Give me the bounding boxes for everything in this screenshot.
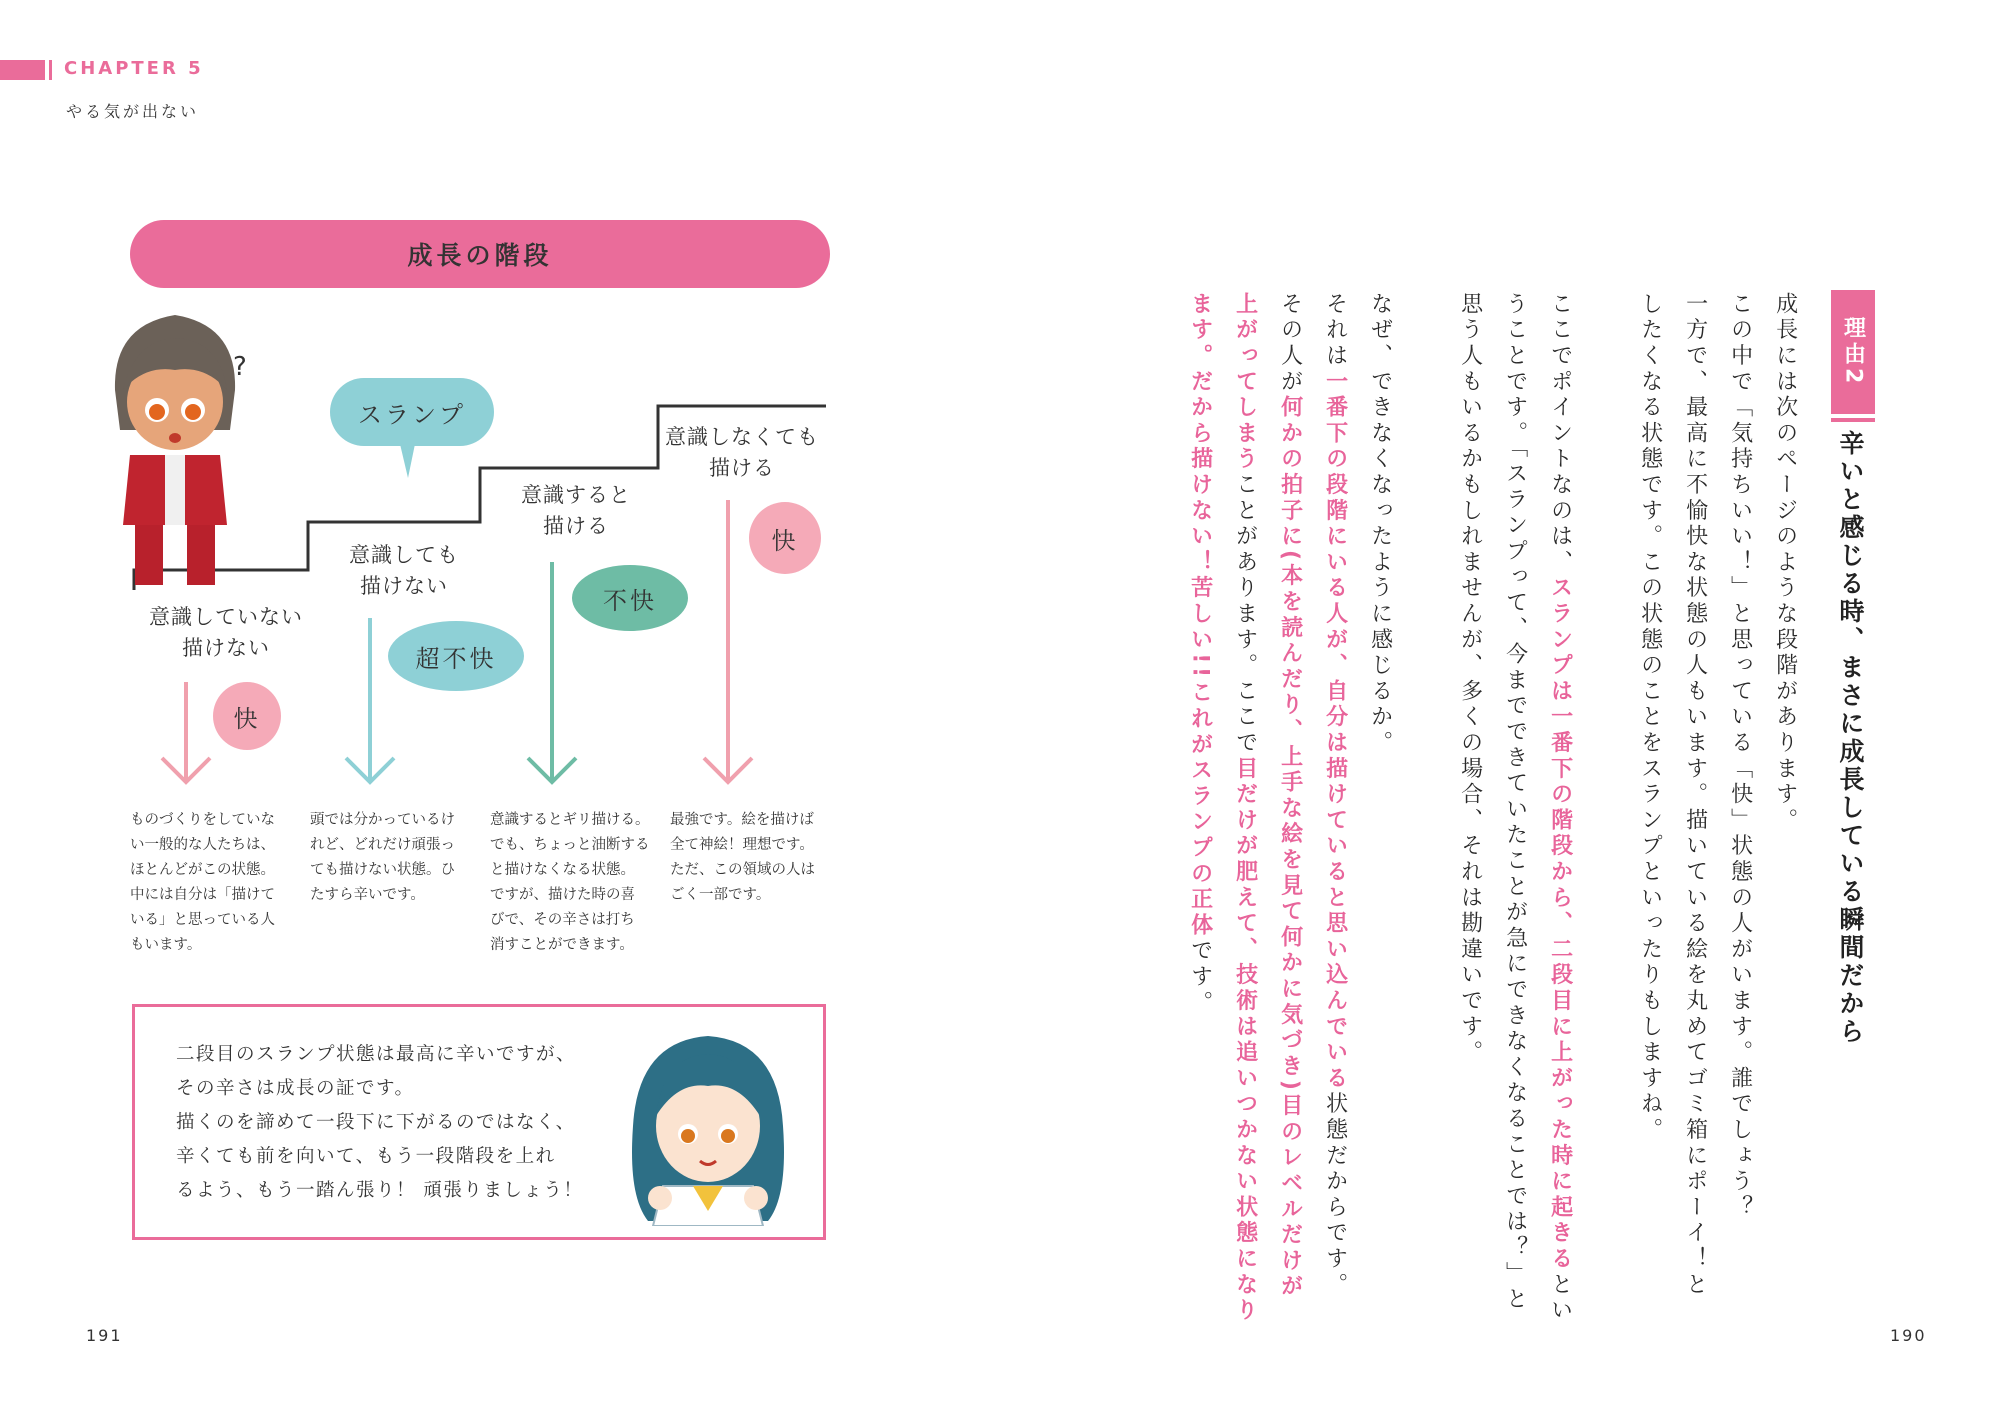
body-line: うことです。「スランプって、今までできていたことが急にできなくなることでは？」と [1502,292,1528,1313]
body-highlight: 何かの拍子に(本を読んだり、上手な絵を見て何かに気づき)目のレベルだけが [1277,395,1303,1301]
feeling-label: 快 [233,704,261,733]
body-line [1320,292,1349,1298]
body-highlight: ます。だから描けない！苦しい!!これがスランプの正体 [1187,292,1213,939]
step-description: 最強です。絵を描けば 全て神絵！理想です。 ただ、この領域の人は ごく一部です。 [670,812,815,903]
slump-bubble: スランプ [358,400,466,429]
step-description: 頭では分かっているけ れど、どれだけ頑張っ ても描けない状態。ひ たすら辛いです。 [310,812,455,903]
body-text: ことがあります。ここで [1232,472,1258,757]
chapter-separator [49,60,52,80]
reason-heading: 辛いと感じる時、まさに成長している瞬間だから [1836,430,1865,1046]
step-description: ものづくりをしていな い一般的な人たちは、 ほとんどがこの状態。 中には自分は「描けて いる」と思っている人 もいます。 [130,812,275,953]
body-line: この中で「気持ちいい！」と思っている「快」状態の人がいます。誰でしょう？ [1727,292,1753,1221]
feeling-label: 不快 [603,586,657,615]
body-line: 一方で、最高に不愉快な状態の人もいます。描いている絵を丸めてゴミ箱にポーイ！と [1682,292,1708,1299]
step-label: 意識していない 描けない [149,605,303,660]
body-highlight: 上がってしまう [1232,292,1258,473]
body-text: ここでポイントなのは、 [1547,292,1573,576]
reason-tag: 理由2 [1831,290,1875,414]
arrow-down-icon [528,562,576,782]
diagram-title: 成長の階段 [130,220,830,288]
svg-text:?: ? [233,352,247,382]
step-label: 意識すると 描ける [521,483,631,538]
step-description: 意識するとギリ描ける。 でも、ちょっと油断する と描けなくなる状態。 ですが、描けた時の喜 びで、その辛さは打ち 消すことができます。 [490,812,650,953]
girl-character-icon [618,1026,798,1226]
arrow-down-icon [704,500,752,782]
note-text: 二段目のスランプ状態は最高に辛いですが、 その辛さは成長の証です。 描くのを諦めて一段下に下がるのではなく、 辛くても前を向いて、もう一段階段を上れ るよう、もう一踏ん張り！ 頑張りましょう！ [176,1044,584,1201]
chapter-label: CHAPTER 5 [64,58,204,79]
body-highlight: 一番下の段階にいる人が、自分は描けていると思い込んでいる [1322,369,1348,1092]
body-line: なぜ、できなくなったように感じるか。 [1367,292,1393,757]
body-text: 状態だからです。 [1322,1091,1348,1299]
body-text: です。 [1187,938,1213,1017]
body-text: その人が [1277,292,1303,396]
page-number: 190 [1890,1326,1927,1345]
step-label: 意識しなくても 描ける [665,425,819,480]
body-line: 成長には次のページのような段階があります。 [1772,292,1798,834]
chapter-subtitle: やる気が出ない [66,102,200,121]
body-text: とい [1547,1272,1573,1325]
body-line: 思う人もいるかもしれませんが、多くの場合、それは勘違いです。 [1457,292,1483,1066]
body-highlight: 目だけが肥えて、技術は追いつかない状態になり [1232,756,1258,1325]
body-line [1230,292,1259,1324]
body-text: それは [1322,292,1348,370]
body-line [1185,292,1214,1016]
reason-underline [1831,418,1875,422]
body-line: したくなる状態です。この状態のことをスランプといったりもしますね。 [1637,292,1663,1144]
step-label: 意識しても 描けない [349,543,459,598]
body-line [1275,292,1304,1300]
arrow-down-icon [346,618,394,782]
chapter-accent-bar [0,60,45,80]
body-highlight: スランプは一番下の階段から、二段目に上がった時に起きる [1547,575,1573,1273]
feeling-label: 快 [771,526,799,555]
page-number: 191 [86,1326,123,1345]
feeling-label: 超不快 [415,644,497,673]
body-line [1545,292,1574,1324]
arrow-down-icon [162,682,210,782]
boy-character-icon [115,315,247,585]
